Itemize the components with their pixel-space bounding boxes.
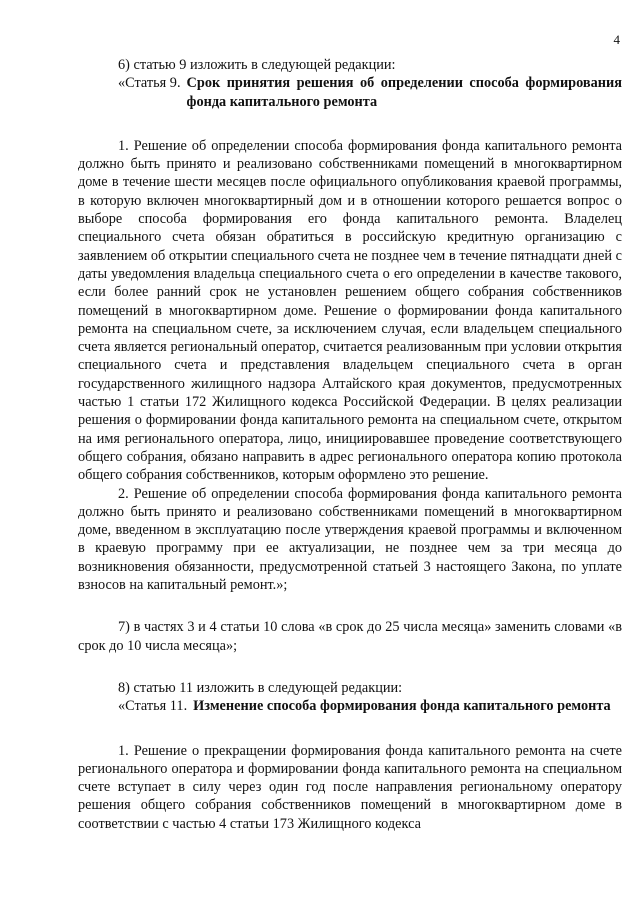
article-11-title: Изменение способа формирования фонда капитального ремонта [193,698,611,715]
article-11-paragraph-1: 1. Решение о прекращении формирования фонда капитального ремонта на счете регионального оператора и формировании фонда капитального ремонта на специальном счете вступает в силу через один год после направления региональному оператору решения общего собрания собственников помещений в многоквартирном доме в соответствии с частью 4 статьи 173 Жилищного кодекса [78,742,622,832]
article-9-paragraph-2: 2. Решение об определении способа формирования фонда капитального ремонта должно быть принято и реализовано собственниками помещений в многоквартирном доме, введенном в эксплуатацию после утверждения краевой программы и включенном в краевую программу при ее актуализации, не позднее чем за три месяца до возникновения обязанности, предусмотренной статьей 3 настоящего Закона, по уплате взносов на капитальный ремонт.»; [78,485,622,594]
article-11-heading [78,697,622,715]
amendment-7: 7) в частях 3 и 4 статьи 10 слова «в срок до 25 числа месяца» заменить словами «в срок до 10 числа месяца»; [78,619,622,654]
document-body [78,56,622,833]
amendment-8-intro: 8) статью 11 изложить в следующей редакции: [118,679,403,696]
article-9-title: Срок принятия решения об определении способа формирования фонда капитального ремонта [186,75,622,110]
amendment-6-intro: 6) статью 9 изложить в следующей редакции: [118,57,396,73]
article-9-paragraph-1: 1. Решение об определении способа формирования фонда капитального ремонта должно быть принято и реализовано собственниками помещений в многоквартирном доме в течение шести месяцев после официального опубликования краевой программы, в которую включен многоквартирный дом и в отношении которого решается вопрос о выборе способа формирования его фонда капитального ремонта. Владелец специального счета обязан обратиться в российскую кредитную организацию с заявлением об открытии специального счета не позднее чем в течение пятнадцати дней с даты уведомления владельца специального счета о его определении в качестве такового, если более ранний срок не установлен решением общего собрания собственников помещений в многоквартирном доме. Решение о формировании фонда капитального ремонта на специальном счете, за исключением случая, если владельцем специального счета является региональный оператор, считается реализованным при условии открытия специального счета и представления владельцем специального счета в орган государственного жилищного надзора Алтайского края документов, предусмотренных частью 1 статьи 172 Жилищного кодекса Российской Федерации. В целях реализации решения о формировании фонда капитального ремонта на специальном счете, открытом на имя регионального оператора, лицо, инициировавшее проведение соответствующего общего собрания, обязано направить в адрес регионального оператора копию протокола общего собрания собственников, которым оформлено это решение. [78,137,622,484]
article-11-label: «Статья 11. [118,698,188,715]
article-9-heading [78,74,622,111]
article-9-label: «Статья 9. [118,75,181,92]
page-number: 4 [613,32,620,47]
